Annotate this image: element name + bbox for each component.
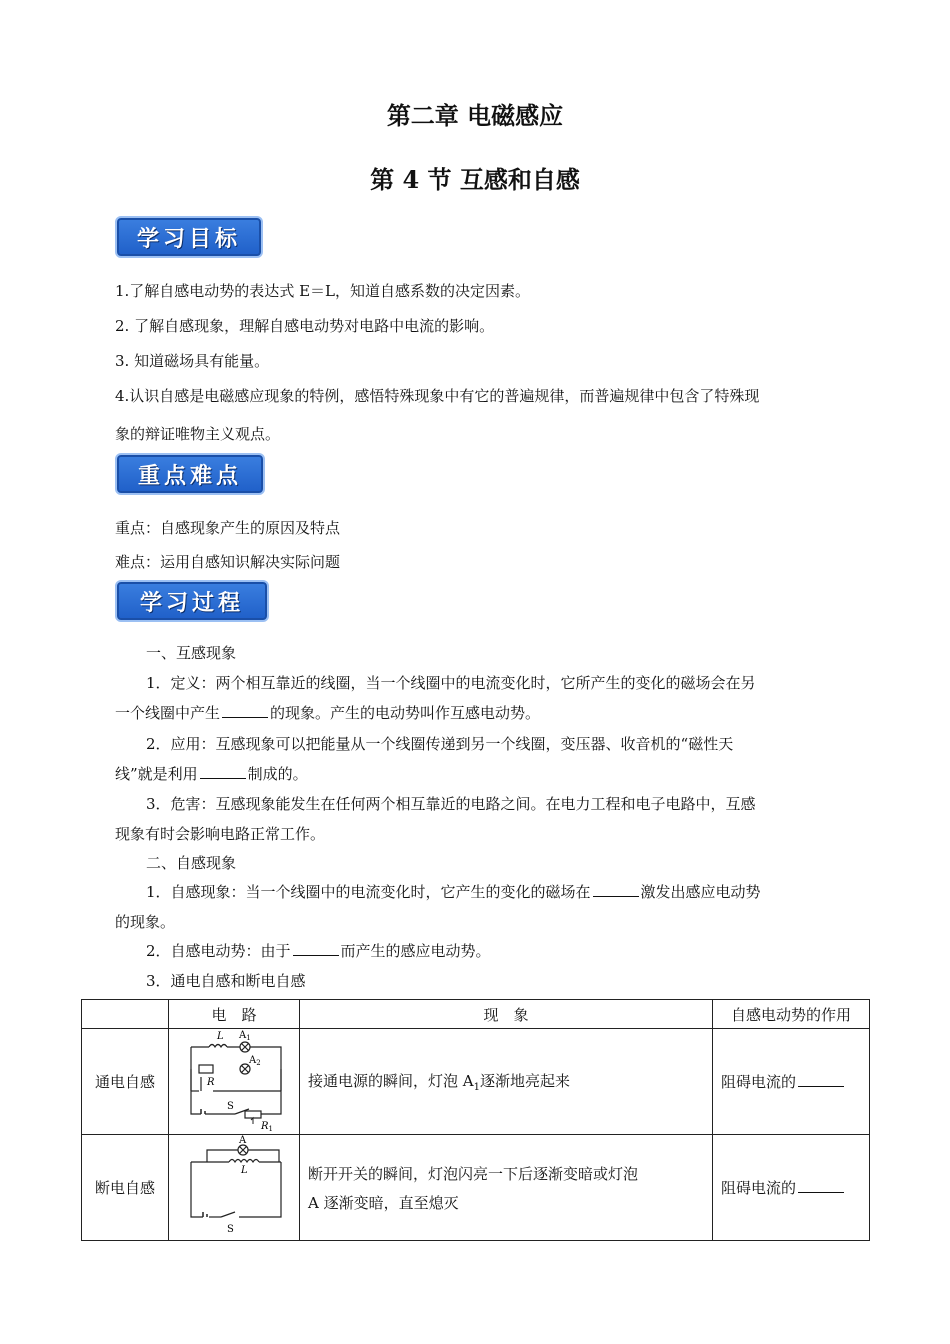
phenomenon-cell: 接通电源的瞬间，灯泡 $A_1$逐渐地亮起来 (300, 1029, 713, 1135)
mutual-definition: 1．定义：两个相互靠近的线圈，当一个线圈中的电流变化时，它所产生的变化的磁场会在另 (146, 674, 756, 692)
answer-blank[interactable] (200, 764, 246, 779)
effect-cell: 阻碍电流的 (713, 1029, 870, 1135)
mutual-harm: 3．危害：互感现象能发生在任何两个相互靠近的电路之间。在电力工程和电子电路中，互感 (146, 795, 756, 813)
goal-2: 2. 了解自感现象，理解自感电动势对电路中电流的影响。 (115, 317, 495, 335)
circuit-diagram-off (169, 1135, 300, 1241)
answer-blank[interactable] (798, 1178, 844, 1193)
mutual-application: 2．应用：互感现象可以把能量从一个线圈传递到另一个线圈，变压器、收音机的“磁性天 (146, 735, 734, 753)
answer-blank[interactable] (593, 882, 639, 897)
focus-point: 重点：自感现象产生的原因及特点 (115, 519, 341, 537)
label-A1: $A_1$ (239, 1030, 251, 1042)
goal-4-cont: 象的辩证唯物主义观点。 (115, 425, 281, 443)
answer-blank[interactable] (222, 703, 268, 718)
self-phenomenon-cont: 的现象。 (115, 913, 176, 931)
difficulty-point: 难点：运用自感知识解决实际问题 (115, 553, 341, 571)
goal-3: 3. 知道磁场具有能量。 (115, 352, 270, 370)
label-L: L (217, 1031, 224, 1042)
phenomenon-cell: 断开开关的瞬间，灯泡闪亮一下后逐渐变暗或灯泡 A 逐渐变暗，直至熄灭 (300, 1135, 713, 1241)
effect-cell: 阻碍电流的 (713, 1135, 870, 1241)
section-self: 二、自感现象 (146, 854, 237, 872)
header-empty (82, 1000, 169, 1029)
mutual-harm-cont: 现象有时会影响电路正常工作。 (115, 825, 326, 843)
row-name: 通电自感 (82, 1029, 169, 1135)
item-3: 3．通电自感和断电自感 (146, 972, 306, 990)
label-S: S (227, 1101, 234, 1112)
section-title: 第 4 节 互感和自感 (370, 165, 580, 194)
label-S: S (227, 1224, 234, 1235)
chapter-title: 第二章 电磁感应 (386, 101, 564, 130)
circuit-diagram-on (169, 1029, 300, 1135)
mutual-application-cont: 线”就是利用 制成的。 (115, 765, 308, 783)
label-R: R (207, 1077, 215, 1088)
header-effect: 自感电动势的作用 (713, 1000, 870, 1029)
label-A: A (239, 1135, 247, 1146)
row-name: 断电自感 (82, 1135, 169, 1241)
process-badge: 学习过程 (115, 580, 269, 622)
label-R1: $R_1$ (261, 1121, 273, 1133)
label-L: L (241, 1165, 248, 1176)
self-emf: 2．自感电动势：由于 而产生的感应电动势。 (146, 942, 491, 960)
answer-blank[interactable] (293, 941, 339, 956)
label-A2: $A_2$ (249, 1055, 261, 1067)
key-points-badge: 重点难点 (115, 453, 265, 495)
goals-badge: 学习目标 (115, 216, 263, 258)
answer-blank[interactable] (798, 1072, 844, 1087)
section-mutual: 一、互感现象 (146, 644, 237, 662)
table-row (82, 1029, 870, 1135)
goal-1: 1.了解自感电动势的表达式 E＝L，知道自感系数的决定因素。 (115, 282, 530, 300)
header-circuit: 电 路 (169, 1000, 300, 1029)
comparison-table (81, 999, 870, 1241)
table-row (82, 1135, 870, 1241)
mutual-definition-cont: 一个线圈中产生 的现象。产生的电动势叫作互感电动势。 (115, 704, 541, 722)
self-phenomenon: 1．自感现象：当一个线圈中的电流变化时，它产生的变化的磁场在 激发出感应电动势 (146, 883, 761, 901)
goal-4: 4.认识自感是电磁感应现象的特例，感悟特殊现象中有它的普遍规律，而普遍规律中包含了特殊现 (115, 387, 760, 405)
header-phenomenon: 现 象 (300, 1000, 713, 1029)
